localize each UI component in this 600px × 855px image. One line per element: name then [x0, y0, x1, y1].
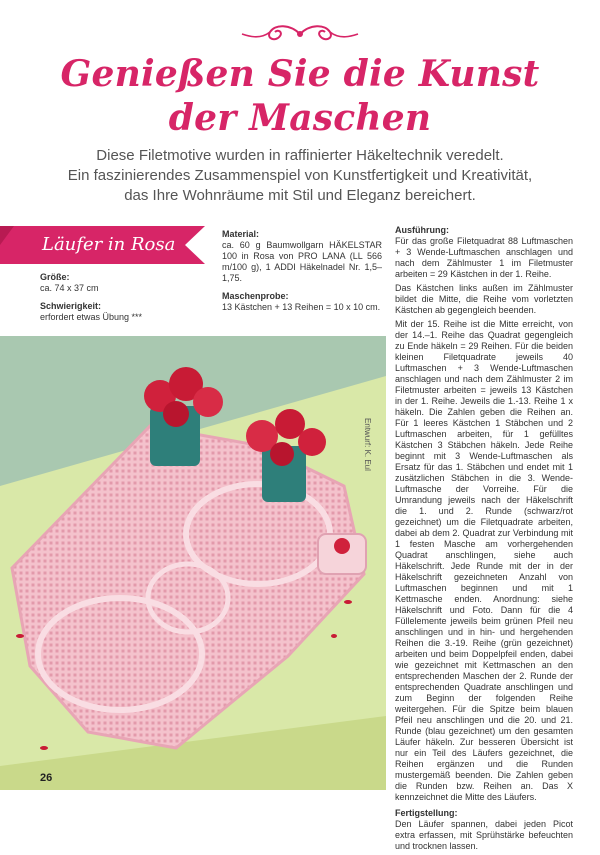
- instructions-column: [395, 225, 573, 855]
- glass-candle-holder: [318, 534, 366, 574]
- specs-middle: [222, 229, 382, 320]
- intro-subtitle: [50, 146, 550, 206]
- size-value: ca. 74 x 37 cm: [40, 283, 99, 293]
- photo-credit: Entwurf: K. Eul: [363, 418, 372, 471]
- finishing-value: Den Läufer spannen, dabei jeden Picot extra erfassen, mit Sprühstärke befeuchten und trocknen lassen.: [395, 819, 573, 851]
- material-value: ca. 60 g Baumwollgarn HÄKELSTAR 100 in Rosa von PRO LANA (LL 566 m/100 g), 1 ADDI Häkelnadel Nr. 1,5–1,75.: [222, 240, 382, 283]
- subtitle-line-1: Diese Filetmotive wurden in raffinierter Häkeltechnik veredelt.: [96, 147, 504, 164]
- difficulty-value: erfordert etwas Übung ***: [40, 312, 143, 322]
- difficulty-label: Schwierigkeit:: [40, 301, 102, 311]
- finishing-label: Fertigstellung:: [395, 808, 458, 818]
- subtitle-line-2: Ein faszinierendes Zusammenspiel von Kunstfertigkeit und Kreativität,: [67, 167, 533, 184]
- swirl-ornament-icon: [240, 14, 360, 54]
- specs-left: [40, 272, 220, 330]
- instruction-paragraph: Für das große Filetquadrat 88 Luftmaschen + 3 Wende-Luftmaschen anschlagen und nach dem Zählmuster 1 im Filetmuster arbeiten = 29 Kästchen in der 1. Reihe.: [395, 236, 573, 279]
- gauge-label: Maschenprobe:: [222, 291, 289, 301]
- section-title: Läufer in Rosa: [42, 234, 176, 255]
- size-label: Größe:: [40, 272, 70, 282]
- table-runner-photo: [0, 336, 386, 790]
- execution-label: Ausführung:: [395, 225, 449, 235]
- material-label: Material:: [222, 229, 260, 239]
- page-title: [0, 52, 600, 140]
- page-number: 26: [40, 772, 53, 784]
- gauge-value: 13 Kästchen + 13 Reihen = 10 x 10 cm.: [222, 302, 381, 312]
- instruction-paragraph: Das Kästchen links außen im Zählmuster bildet die Mitte, die Reihe vom vorletzten Kästchen ab gegengleich beenden.: [395, 283, 573, 315]
- page-title-line-2: der Maschen: [168, 97, 432, 139]
- instruction-paragraph: Mit der 15. Reihe ist die Mitte erreicht, von der 14.–1. Reihe das Quadrat gegengleich zu Ende häkeln = 29 Reihen. Für die beiden kleinen Filetquadrate jeweils 40 Luftmaschen + 3 Wende-Luftmaschen anschlagen und nach dem Zählmuster 2 im Filetmuster arbeiten = jeweils 13 Kästchen in der 1. Reihe. Jeweils die 1.-13. Reihe 1 x häkeln. Die Zahlen geben die Reihen an. Für 1 leeres Kästchen 1 Stäbchen und 2 Luftmaschen arbeiten, für 1 gefülltes Kästchen 3 Stäbchen häkeln. Jede Reihe beginnt mit 3 Wende-Luftmaschen als Ersatz für das 1. Stäbchen und endet mit 1 zusätzlichen Stäbchen in die 3. Wende-Luftmasche der Vorreihe. Für die Umrandung jeweils nach der Häkelschrift die 1. und 2. Runde (schwarz/rot gezeichnet) um die Filetquadrate arbeiten, dabei ab dem 2. Quadrat zur Verbindung mit 1 festen Masche am vorhergehenden Quadrat anschlingen, siehe auch Häkelschrift. Jede Runde mit der in der Häkelschrift gezeichneten Anzahl von Luftmaschen beginnen und mit 1 Kettmasche enden. Anordnung: siehe Häkelschrift und Foto. Dann für die 4 Füllelemente jeweils beim grünen Pfeil neu anschlingen und in hin- und hergehenden Reihen die 3.-19. Reihe (grün gezeichnet) arbeiten und beim Doppelpfeil enden, dabei wie gezeichnet mit Kettmaschen an den entsprechenden Maschen der 2. Runde der entsprechenden Quadrate anschlingen und zum Beginn der folgenden Reihe weitergehen. Für die Spitze beim blauen Pfeil neu anschlingen und die 20. und 21. Runde (blau gezeichnet) um den gesamten Läufer häkeln. Zur besseren Übersicht ist nur ein Teil des Läufers gezeichnet, die Reihen ergänzen und die Runden mustergemäß beenden. Die Zahlen geben die Runden bzw. Reihen an. Das X kennzeichnet die Mitte des Läufers.: [395, 319, 573, 802]
- subtitle-line-3: das Ihre Wohnräume mit Stil und Eleganz bereichert.: [124, 187, 476, 204]
- page-title-line-1: Genießen Sie die Kunst: [60, 53, 540, 95]
